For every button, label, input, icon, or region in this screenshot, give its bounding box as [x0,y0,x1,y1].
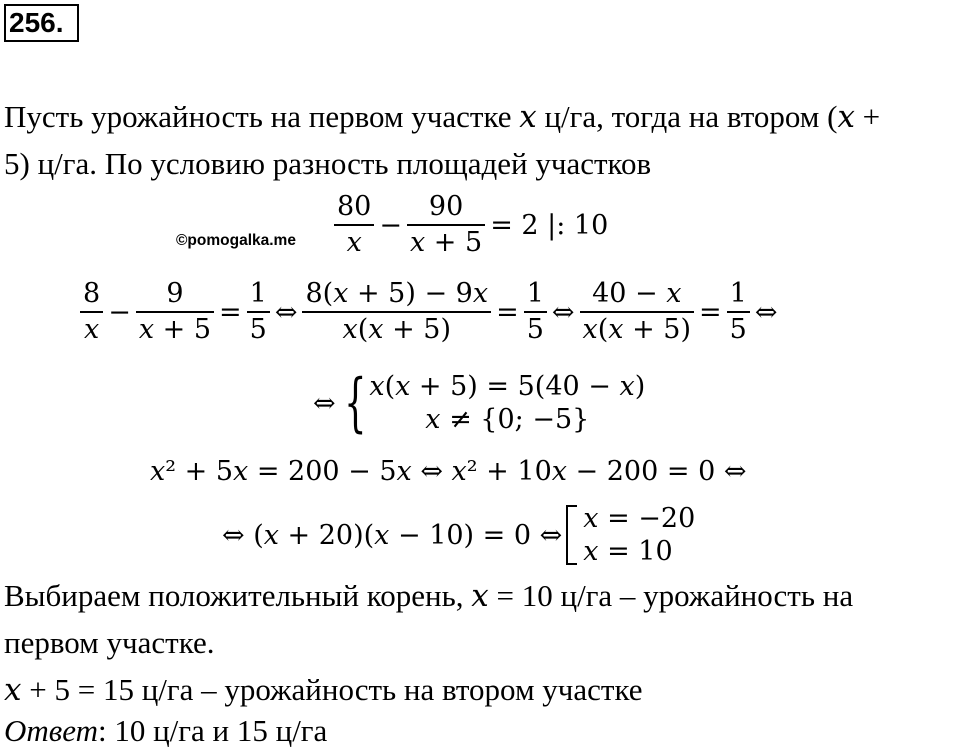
numerator: 80 [334,190,374,226]
numerator: 1 [247,277,270,313]
fraction-90-over-x-plus-5 [407,190,485,260]
answer-label: Ответ [4,713,98,748]
iff-sign: ⇔ [313,387,336,419]
denominator: 5 [729,314,747,345]
fraction-1-over-5 [247,277,270,347]
equals-sign: = [699,296,722,328]
equation-5-lhs: ⇔ (𝑥 + 20)(𝑥 − 10) = 0 ⇔ [222,519,563,551]
denominator: 𝑥 + 5 [138,314,212,345]
denominator: 𝑥 [346,227,362,258]
system-lines [369,370,645,436]
fraction-1-over-5 [727,277,750,347]
denominator: 𝑥 [83,314,100,345]
numerator: 90 [407,190,485,226]
numerator: 40 − 𝑥 [580,277,695,313]
denominator: 𝑥(𝑥 + 5) [582,314,692,345]
numerator: 8 [80,277,103,313]
intro-line-1: Пусть урожайность на первом участке 𝑥 ц/га, тогда на втором (𝑥 + [4,99,881,134]
minus-sign: − [108,296,131,328]
equation-4: 𝑥² + 5𝑥 = 200 − 5𝑥 ⇔ 𝑥² + 10𝑥 − 200 = 0 ⇔ [150,456,747,487]
fraction-combined [302,277,491,347]
denominator: 5 [249,314,267,345]
second-field-line: 𝑥 + 5 = 15 ц/га – урожайность на втором участке [4,672,643,707]
denominator: 𝑥 + 5 [409,227,483,258]
iff-sign: ⇔ [551,296,575,328]
fraction-8-over-x [80,277,103,347]
answer-text: : 10 ц/га и 15 ц/га [97,713,328,748]
conclusion-line-1: Выбираем положительный корень, 𝑥 = 10 ц/га – урожайность на [4,578,854,613]
numerator: 1 [727,277,750,313]
problem-number-badge: 256. [4,4,79,42]
numerator: 8(𝑥 + 5) − 9𝑥 [302,277,491,313]
square-bracket [566,505,577,565]
iff-sign: ⇔ [274,296,298,328]
equation-system [308,366,646,440]
denominator: 5 [526,314,544,345]
equation-2 [80,277,782,347]
fraction-simplified [580,277,695,347]
equation-1 [334,190,613,260]
system-line-1: 𝑥(𝑥 + 5) = 5(40 − 𝑥) [369,371,646,402]
equation-1-rhs: = 2 |: 10 [490,209,609,241]
equals-sign: = [496,296,519,328]
root-2: 𝑥 = 10 [583,536,673,567]
root-1: 𝑥 = −20 [583,503,696,534]
denominator: 𝑥(𝑥 + 5) [342,314,452,345]
equals-sign: = [219,296,242,328]
watermark: ©pomogalka.me [176,232,296,249]
system-line-2: 𝑥 ≠ {0; −5} [425,404,590,435]
answer-line [4,714,327,748]
equation-5 [222,502,695,568]
numerator: 9 [136,277,214,313]
curly-brace: { [343,366,367,440]
fraction-9-over-x-plus-5 [136,277,214,347]
fraction-80-over-x [334,190,374,260]
roots [583,502,695,568]
conclusion-line-2: первом участке. [4,625,215,660]
iff-sign: ⇔ [754,296,778,328]
intro-line-2: 5) ц/га. По условию разность площадей участков [4,146,652,181]
minus-sign: − [379,209,402,241]
fraction-1-over-5 [524,277,547,347]
numerator: 1 [524,277,547,313]
